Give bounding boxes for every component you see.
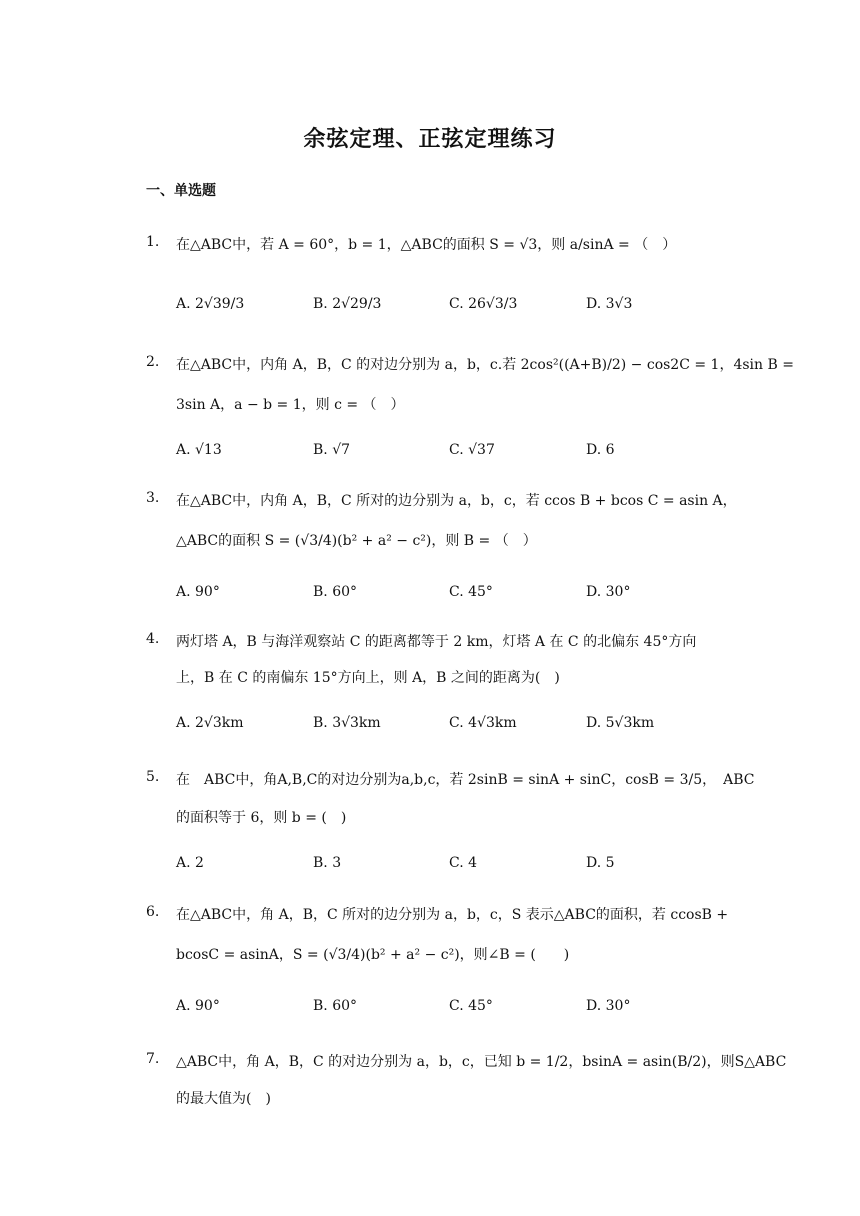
option-d[interactable]: D. 5 bbox=[586, 855, 615, 871]
option-a[interactable]: A. 2 bbox=[176, 855, 204, 871]
question-number: 4. bbox=[146, 631, 160, 647]
question-text: bcosC = asinA，S = (√3/4)(b² + a² − c²)，则∠B = ( ) bbox=[176, 947, 570, 963]
option-c[interactable]: C. 26√3/3 bbox=[449, 296, 518, 312]
option-d[interactable]: D. 3√3 bbox=[586, 296, 633, 312]
question-text: 上，B 在 C 的南偏东 15°方向上，则 A，B 之间的距离为( ) bbox=[176, 670, 560, 686]
option-a[interactable]: A. 90° bbox=[176, 998, 220, 1014]
question-number: 3. bbox=[146, 490, 160, 506]
option-a[interactable]: A. 2√3km bbox=[176, 715, 244, 731]
option-d[interactable]: D. 6 bbox=[586, 442, 615, 458]
option-b[interactable]: B. 60° bbox=[313, 998, 358, 1014]
option-b[interactable]: B. √7 bbox=[313, 442, 351, 458]
option-c[interactable]: C. 4 bbox=[449, 855, 478, 871]
option-d[interactable]: D. 30° bbox=[586, 584, 631, 600]
option-c[interactable]: C. 45° bbox=[449, 998, 493, 1014]
question-text: △ABC中，角 A，B，C 的对边分别为 a，b，c，已知 b = 1/2，bsinA = asin(B/2)，则S△ABC bbox=[176, 1054, 787, 1070]
option-d[interactable]: D. 5√3km bbox=[586, 715, 655, 731]
page-title: 余弦定理、正弦定理练习 bbox=[303, 127, 557, 152]
question-text: 在△ABC中，若 A = 60°，b = 1，△ABC的面积 S = √3，则 a/sinA = （ ） bbox=[176, 237, 677, 253]
question-text: 在△ABC中，内角 A，B，C 的对边分别为 a，b，c.若 2cos²((A+B)/2) − cos2C = 1，4sin B = bbox=[176, 357, 794, 373]
option-b[interactable]: B. 3√3km bbox=[313, 715, 381, 731]
option-a[interactable]: A. 90° bbox=[176, 584, 220, 600]
option-b[interactable]: B. 2√29/3 bbox=[313, 296, 382, 312]
option-c[interactable]: C. 4√3km bbox=[449, 715, 517, 731]
question-text: △ABC的面积 S = (√3/4)(b² + a² − c²)，则 B = （ ） bbox=[176, 533, 537, 549]
question-number: 1. bbox=[146, 234, 160, 250]
option-b[interactable]: B. 60° bbox=[313, 584, 358, 600]
question-text: 3sin A，a − b = 1，则 c = （ ） bbox=[176, 397, 405, 413]
question-number: 6. bbox=[146, 904, 160, 920]
option-a[interactable]: A. √13 bbox=[176, 442, 222, 458]
option-c[interactable]: C. 45° bbox=[449, 584, 493, 600]
option-a[interactable]: A. 2√39/3 bbox=[176, 296, 245, 312]
question-number: 5. bbox=[146, 769, 160, 785]
question-text: 的面积等于 6，则 b = ( ) bbox=[176, 810, 347, 826]
question-text: 两灯塔 A，B 与海洋观察站 C 的距离都等于 2 km，灯塔 A 在 C 的北偏东 45°方向 bbox=[176, 634, 697, 650]
option-c[interactable]: C. √37 bbox=[449, 442, 495, 458]
question-text: 在△ABC中，内角 A，B，C 所对的边分别为 a，b，c，若 ccos B + bcos C = asin A， bbox=[176, 493, 737, 509]
option-b[interactable]: B. 3 bbox=[313, 855, 342, 871]
question-text: 在 ABC中，角A,B,C的对边分别为a,b,c，若 2sinB = sinA + sinC，cosB = 3/5， ABC bbox=[176, 772, 755, 788]
section-heading: 一、单选题 bbox=[146, 183, 216, 199]
option-d[interactable]: D. 30° bbox=[586, 998, 631, 1014]
question-text: 在△ABC中，角 A，B，C 所对的边分别为 a，b，c，S 表示△ABC的面积，若 ccosB + bbox=[176, 907, 729, 923]
question-number: 7. bbox=[146, 1051, 160, 1067]
question-text: 的最大值为( ) bbox=[176, 1091, 271, 1107]
question-number: 2. bbox=[146, 354, 160, 370]
